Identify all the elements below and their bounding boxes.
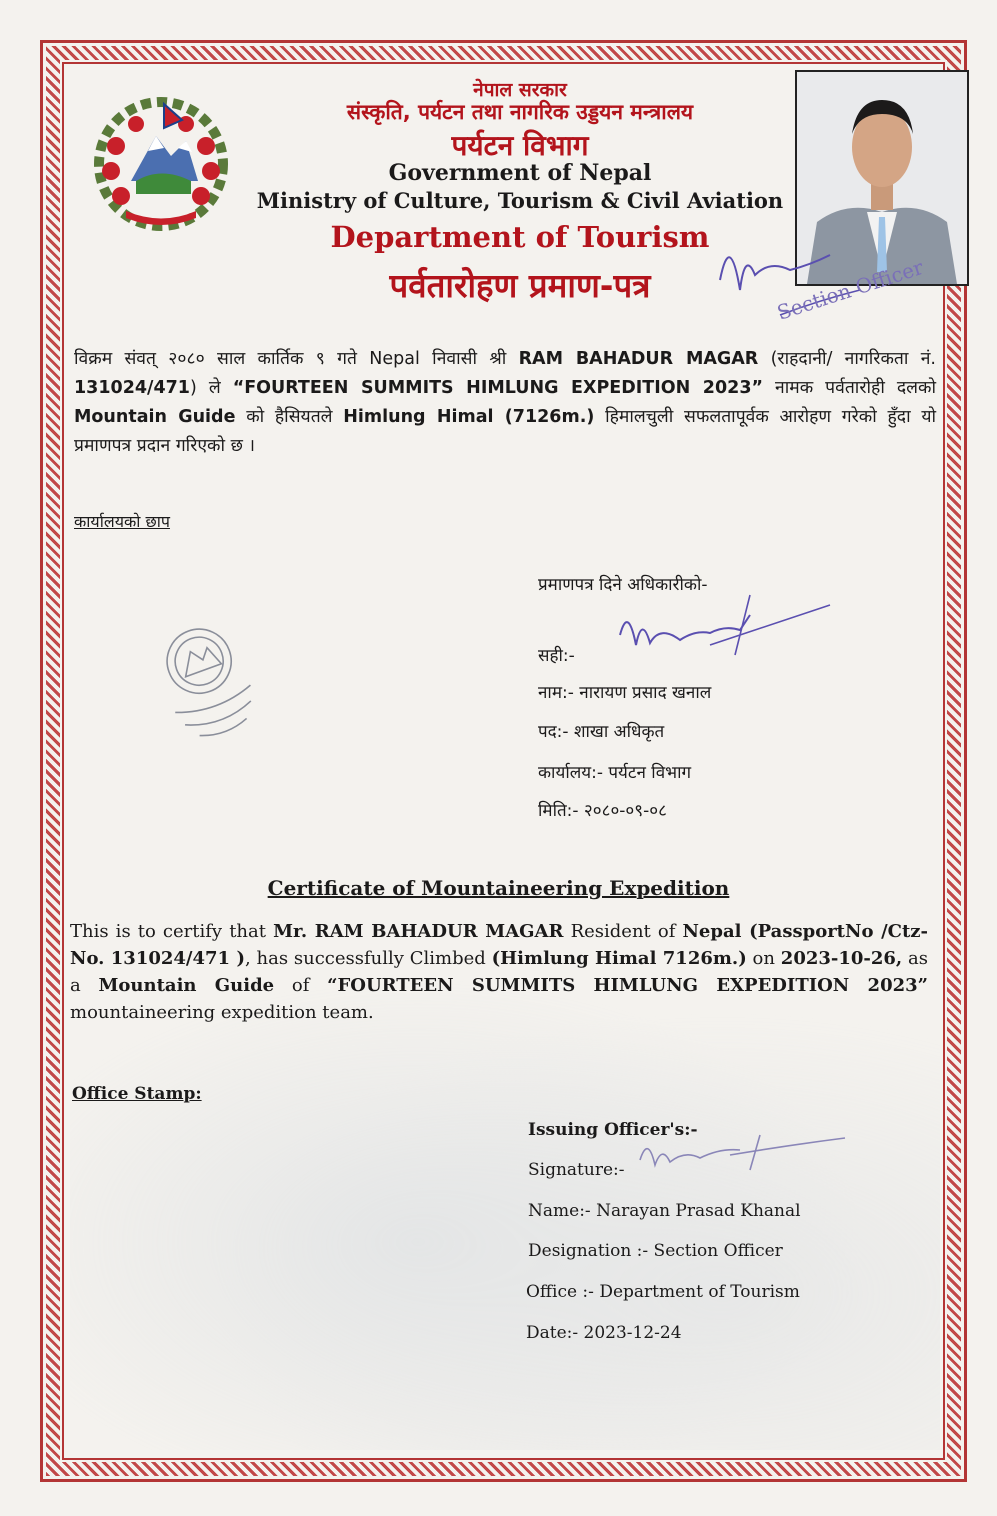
nepali-officer-date: मिति:- २०८०-०९-०८ <box>538 801 667 821</box>
english-body-name: Mr. RAM BAHADUR MAGAR <box>273 921 564 942</box>
english-body-id: (PassportNo /Ctz- No. 131024/471 ) <box>70 921 928 969</box>
english-signature-label: Signature:- <box>528 1160 625 1180</box>
header-nepali-department: पर्यटन विभाग <box>451 129 589 162</box>
nepali-certificate-title: पर्वतारोहण प्रमाण-पत्र <box>389 266 651 305</box>
nepali-body-text: हिमालचुली सफलतापूर्वक आरोहण गरेको हुँदा यो प्रमाणपत्र प्रदान गरिएको छ । <box>74 407 937 456</box>
header-nepali-government: नेपाल सरकार <box>473 79 567 101</box>
english-body-peak: (Himlung Himal 7126m.) <box>491 948 747 969</box>
header-english-ministry: Ministry of Culture, Tourism & Civil Aviation <box>256 188 784 213</box>
english-body-text: of <box>274 975 328 996</box>
nepali-certificate-body <box>74 345 936 461</box>
header-english-government: Government of Nepal <box>388 160 652 186</box>
nepali-body-peak: Himlung Himal (7126m.) <box>343 407 595 427</box>
nepali-body-id: 131024/471 <box>74 378 190 398</box>
english-body-role: Mountain Guide <box>98 975 275 996</box>
nepali-signature-icon <box>600 585 840 675</box>
english-signature-icon <box>630 1120 860 1180</box>
nepali-officer-heading: प्रमाणपत्र दिने अधिकारीको- <box>538 575 708 595</box>
english-body-text: on <box>746 948 781 969</box>
nepali-body-text: को हैसियतले <box>235 407 344 427</box>
english-officer-heading: Issuing Officer's:- <box>528 1120 698 1140</box>
english-office-stamp-label: Office Stamp: <box>72 1084 202 1104</box>
english-body-text: , has successfully Climbed <box>244 948 492 969</box>
english-officer-name: Name:- Narayan Prasad Khanal <box>528 1201 801 1221</box>
header-nepali-ministry: संस्कृति, पर्यटन तथा नागरिक उड्डयन मन्त्रालय <box>346 100 694 124</box>
nepali-office-stamp-label: कार्यालयको छाप <box>74 512 170 531</box>
english-officer-office: Office :- Department of Tourism <box>526 1282 800 1302</box>
nepali-body-text: ) ले <box>189 378 233 398</box>
english-body-text: Resident of <box>563 921 683 942</box>
nepali-body-text: नामक पर्वतारोही दलको <box>763 378 936 398</box>
nepali-officer-office: कार्यालय:- पर्यटन विभाग <box>538 763 692 783</box>
english-body-text: as a <box>70 948 928 996</box>
header-english-department: Department of Tourism <box>330 220 710 254</box>
english-body-text: This is to certify that <box>70 921 274 942</box>
nepal-emblem-icon <box>86 86 236 236</box>
english-officer-date: Date:- 2023-12-24 <box>526 1323 682 1343</box>
english-body-expedition: “FOURTEEN SUMMITS HIMLUNG EXPEDITION 2023” <box>327 975 929 996</box>
photo-stamp-text: Section Officer <box>774 254 927 325</box>
header-signature-icon <box>700 220 940 330</box>
english-certificate-title: Certificate of Mountaineering Expedition <box>267 876 730 900</box>
english-body-date: 2023-10-26, <box>780 948 903 969</box>
nepali-body-text: (राहदानी/ नागरिकता नं. <box>758 349 936 369</box>
nepali-body-name: RAM BAHADUR MAGAR <box>518 349 759 369</box>
nepali-body-text: विक्रम संवत् २०८० साल कार्तिक ९ गते Nepal निवासी श्री <box>74 349 519 369</box>
english-certificate-body <box>70 918 928 1026</box>
nepali-signature-label: सही:- <box>538 646 575 666</box>
english-officer-designation: Designation :- Section Officer <box>528 1241 783 1261</box>
nepali-officer-designation: पद:- शाखा अधिकृत <box>538 722 665 742</box>
english-body-country: Nepal <box>682 921 742 942</box>
nepali-body-role: Mountain Guide <box>74 407 236 427</box>
nepali-body-expedition: “FOURTEEN SUMMITS HIMLUNG EXPEDITION 2023” <box>232 378 763 398</box>
office-stamp-icon <box>126 590 286 770</box>
nepali-officer-name: नाम:- नारायण प्रसाद खनाल <box>538 683 712 703</box>
english-body-text: mountaineering expedition team. <box>70 1002 374 1023</box>
